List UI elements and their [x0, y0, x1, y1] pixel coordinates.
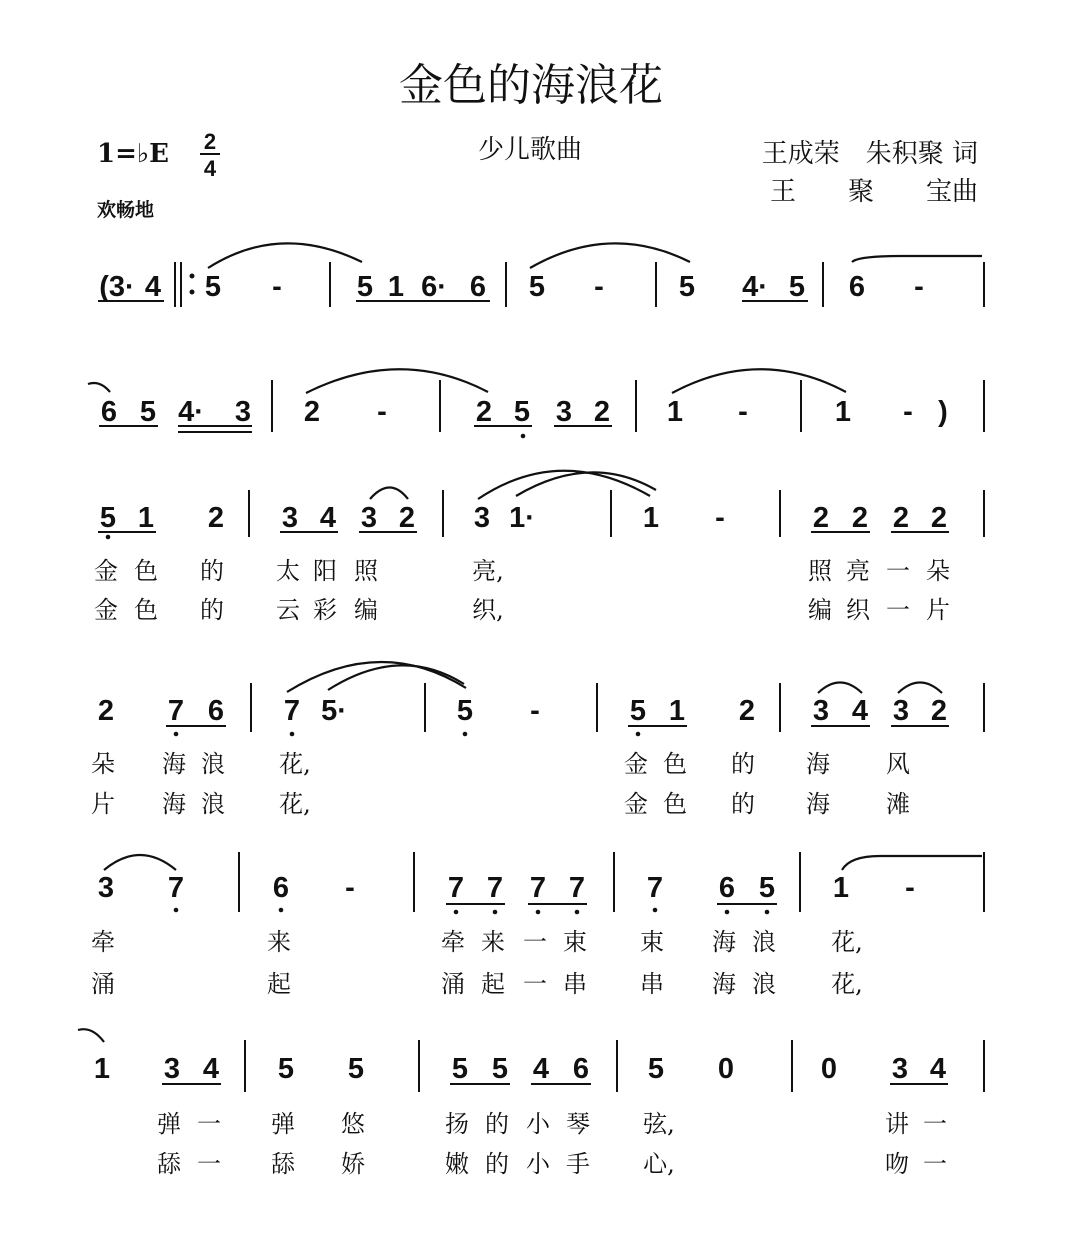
composer-credit: 王 聚 宝曲: [769, 177, 978, 207]
note-digit: 5: [356, 271, 374, 303]
note-digit: 5·: [321, 695, 347, 727]
note-digit: 1: [832, 872, 850, 904]
lyric-syllable: 涌: [441, 970, 465, 998]
note-digit: -: [715, 502, 725, 534]
lyric-syllable: 舔: [271, 1150, 295, 1178]
note-digit: 7: [167, 695, 185, 727]
note-digit: 4: [202, 1053, 220, 1085]
lyric-syllable: 照: [808, 557, 832, 585]
lyric-syllable: 一: [523, 928, 547, 956]
note-digit: 3: [163, 1053, 181, 1085]
note-digit: 2: [738, 695, 756, 727]
note-digit: 1: [834, 396, 852, 428]
lyric-syllable: 一: [523, 970, 547, 998]
lyric-syllable: 海: [712, 928, 736, 956]
note-digit: 3: [891, 1053, 909, 1085]
bar-lines: [175, 262, 984, 1092]
lyric-syllable: 滩: [886, 790, 910, 818]
song-title: 金色的海浪花: [399, 60, 663, 111]
note-digit: 5: [456, 695, 474, 727]
note-digit: -: [530, 695, 540, 727]
lyric-syllable: 浪: [201, 750, 225, 778]
lyric-syllable: 金: [94, 557, 118, 585]
note-digit: 7: [447, 872, 465, 904]
tempo-marking: 欢畅地: [97, 199, 155, 221]
lyric-syllable: 手: [566, 1150, 590, 1178]
lyric-syllable: 来: [481, 928, 505, 956]
note-digit: 5: [139, 396, 157, 428]
lyric-syllable: 花,: [279, 790, 311, 818]
note-digit: 6: [718, 872, 736, 904]
note-digit: -: [272, 271, 282, 303]
lyric-syllable: 的: [485, 1110, 509, 1138]
key-signature: 1=♭E: [97, 139, 169, 169]
lyric-syllable: 风: [886, 750, 910, 778]
lyric-syllable: 吻: [885, 1150, 909, 1178]
lyricist-credit: 王成荣 朱积聚 词: [761, 139, 978, 169]
note-digit: 6: [848, 271, 866, 303]
lyric-syllable: 阳: [313, 557, 337, 585]
lyric-syllable: 亮: [846, 557, 870, 585]
lyric-syllable: 海: [712, 970, 736, 998]
note-digit: 4: [532, 1053, 550, 1085]
lyric-syllable: 花,: [279, 750, 311, 778]
note-digit: 2: [475, 396, 493, 428]
note-digit: 1: [666, 396, 684, 428]
note-digit: 5: [451, 1053, 469, 1085]
lyric-syllable: 起: [481, 970, 505, 998]
lyric-syllable: 牵: [91, 928, 115, 956]
note-digit: 7: [486, 872, 504, 904]
lyric-syllable: 朵: [91, 750, 115, 778]
lyric-syllable: 编: [354, 596, 378, 624]
lyric-syllable: 一: [886, 557, 910, 585]
note-digit: 5: [678, 271, 696, 303]
note-digit: 5: [629, 695, 647, 727]
lyric-syllable: 悠: [341, 1110, 365, 1138]
lyric-syllable: 束: [563, 928, 587, 956]
lyric-syllable: 浪: [752, 928, 776, 956]
lyric-syllable: 弦,: [643, 1110, 675, 1138]
lyric-syllable: 弹: [271, 1110, 295, 1138]
lyric-syllable: 照: [354, 557, 378, 585]
lyric-syllable: 的: [200, 596, 224, 624]
note-digit: -: [345, 872, 355, 904]
note-digit: -: [594, 271, 604, 303]
lyric-syllable: 浪: [752, 970, 776, 998]
time-signature: [200, 129, 220, 181]
note-digit: 4·: [742, 271, 768, 303]
lyric-syllable: 牵: [441, 928, 465, 956]
note-digit: 2: [812, 502, 830, 534]
lyric-syllable: 舔: [157, 1150, 181, 1178]
note-digit: 1: [668, 695, 686, 727]
note-digit: 1: [137, 502, 155, 534]
note-digit: 2: [207, 502, 225, 534]
lyric-syllable: 片: [91, 790, 115, 818]
lyric-syllable: 太: [276, 557, 300, 585]
lyric-syllable: 束: [640, 928, 664, 956]
note-digit: (3·: [99, 271, 135, 303]
note-digit: ): [938, 396, 948, 428]
note-digit: 5: [788, 271, 806, 303]
note-digit: 6: [469, 271, 487, 303]
lyric-syllable: 彩: [313, 596, 337, 624]
lyric-syllable: 金: [624, 790, 648, 818]
lyric-syllable: 一: [886, 596, 910, 624]
note-digits: [94, 271, 948, 1085]
lyric-syllable: 串: [563, 970, 587, 998]
lyric-syllable: 弹: [157, 1110, 181, 1138]
note-digit: 5: [513, 396, 531, 428]
note-digit: 2: [97, 695, 115, 727]
note-digit: 7: [167, 872, 185, 904]
note-digit: 0: [820, 1053, 838, 1085]
note-digit: 4: [319, 502, 337, 534]
slurs: [78, 243, 982, 1042]
lyric-syllable: 片: [926, 596, 950, 624]
note-digit: 2: [930, 502, 948, 534]
lyric-syllable: 的: [200, 557, 224, 585]
note-digit: 3: [234, 396, 252, 428]
lyric-syllable: 朵: [926, 557, 950, 585]
note-digit: -: [903, 396, 913, 428]
lyric-syllable: 海: [162, 790, 186, 818]
lyric-syllable: 一: [923, 1150, 947, 1178]
note-digit: 2: [892, 502, 910, 534]
lyric-syllable: 织: [846, 596, 870, 624]
lyric-syllable: 的: [731, 790, 755, 818]
lyric-syllable: 编: [808, 596, 832, 624]
lyric-syllable: 串: [640, 970, 664, 998]
note-digit: 6: [207, 695, 225, 727]
note-digit: 1·: [509, 502, 535, 534]
lyric-syllable: 色: [663, 790, 687, 818]
note-digit: 3: [97, 872, 115, 904]
note-digit: 4·: [178, 396, 204, 428]
note-digit: 6: [272, 872, 290, 904]
note-digit: 6: [100, 396, 118, 428]
note-digit: 2: [593, 396, 611, 428]
lyric-syllable: 织,: [472, 596, 504, 624]
subtitle: 少儿歌曲: [477, 135, 583, 165]
note-digit: 7: [283, 695, 301, 727]
note-digit: 3: [360, 502, 378, 534]
note-digit: 7: [529, 872, 547, 904]
lyric-syllable: 云: [276, 596, 300, 624]
lyric-syllable: 色: [134, 557, 158, 585]
lyric-syllable: 金: [624, 750, 648, 778]
lyric-syllable: 小: [526, 1110, 550, 1138]
note-digit: 2: [303, 396, 321, 428]
note-digit: -: [914, 271, 924, 303]
lyric-syllable: 一: [197, 1110, 221, 1138]
time-signature-bottom: 4: [203, 156, 217, 181]
lyric-syllable: 海: [162, 750, 186, 778]
lyric-syllable: 来: [267, 928, 291, 956]
lyric-syllable: 心,: [643, 1150, 675, 1178]
note-digit: 5: [277, 1053, 295, 1085]
time-signature-top: 2: [203, 129, 217, 154]
note-digit: 5: [758, 872, 776, 904]
note-digit: 5: [491, 1053, 509, 1085]
lyric-syllable: 的: [731, 750, 755, 778]
note-digit: 5: [647, 1053, 665, 1085]
lyric-syllable: 涌: [91, 970, 115, 998]
note-digit: 3: [892, 695, 910, 727]
note-digit: -: [905, 872, 915, 904]
note-digit: 1: [642, 502, 660, 534]
note-digit: 3: [473, 502, 491, 534]
lyric-syllable: 色: [134, 596, 158, 624]
lyric-syllable: 浪: [201, 790, 225, 818]
note-digit: 3: [555, 396, 573, 428]
note-digit: 3: [281, 502, 299, 534]
note-digit: 5: [99, 502, 117, 534]
lyric-syllable: 起: [267, 970, 291, 998]
note-digit: 5: [528, 271, 546, 303]
note-digit: -: [738, 396, 748, 428]
note-digit: 7: [646, 872, 664, 904]
note-digit: 2: [398, 502, 416, 534]
lyric-syllable: 金: [94, 596, 118, 624]
note-digit: 1: [387, 271, 405, 303]
note-digit: 6·: [421, 271, 447, 303]
lyric-syllable: 亮,: [472, 557, 504, 585]
note-digit: 6: [572, 1053, 590, 1085]
note-digit: 5: [204, 271, 222, 303]
note-digit: 4: [851, 695, 869, 727]
note-digit: 4: [144, 271, 162, 303]
lyric-syllable: 娇: [341, 1150, 365, 1178]
note-digit: 0: [717, 1053, 735, 1085]
note-digit: 2: [851, 502, 869, 534]
lyric-syllable: 一: [197, 1150, 221, 1178]
lyric-syllable: 花,: [831, 970, 863, 998]
lyric-syllable: 嫩: [445, 1150, 469, 1178]
lyric-syllable: 海: [806, 790, 830, 818]
lyric-syllable: 的: [485, 1150, 509, 1178]
lyric-syllable: 小: [526, 1150, 550, 1178]
note-digit: 4: [929, 1053, 947, 1085]
lyric-syllable: 讲: [885, 1110, 909, 1138]
note-digit: 5: [347, 1053, 365, 1085]
note-digit: 2: [930, 695, 948, 727]
note-digit: 1: [93, 1053, 111, 1085]
lyric-syllable: 花,: [831, 928, 863, 956]
lyric-syllable: 一: [923, 1110, 947, 1138]
lyric-syllable: 色: [663, 750, 687, 778]
lyric-syllable: 琴: [566, 1110, 590, 1138]
note-digit: 3: [812, 695, 830, 727]
note-digit: 7: [568, 872, 586, 904]
note-digit: -: [377, 396, 387, 428]
lyric-syllable: 海: [806, 750, 830, 778]
lyric-syllable: 扬: [445, 1110, 469, 1138]
